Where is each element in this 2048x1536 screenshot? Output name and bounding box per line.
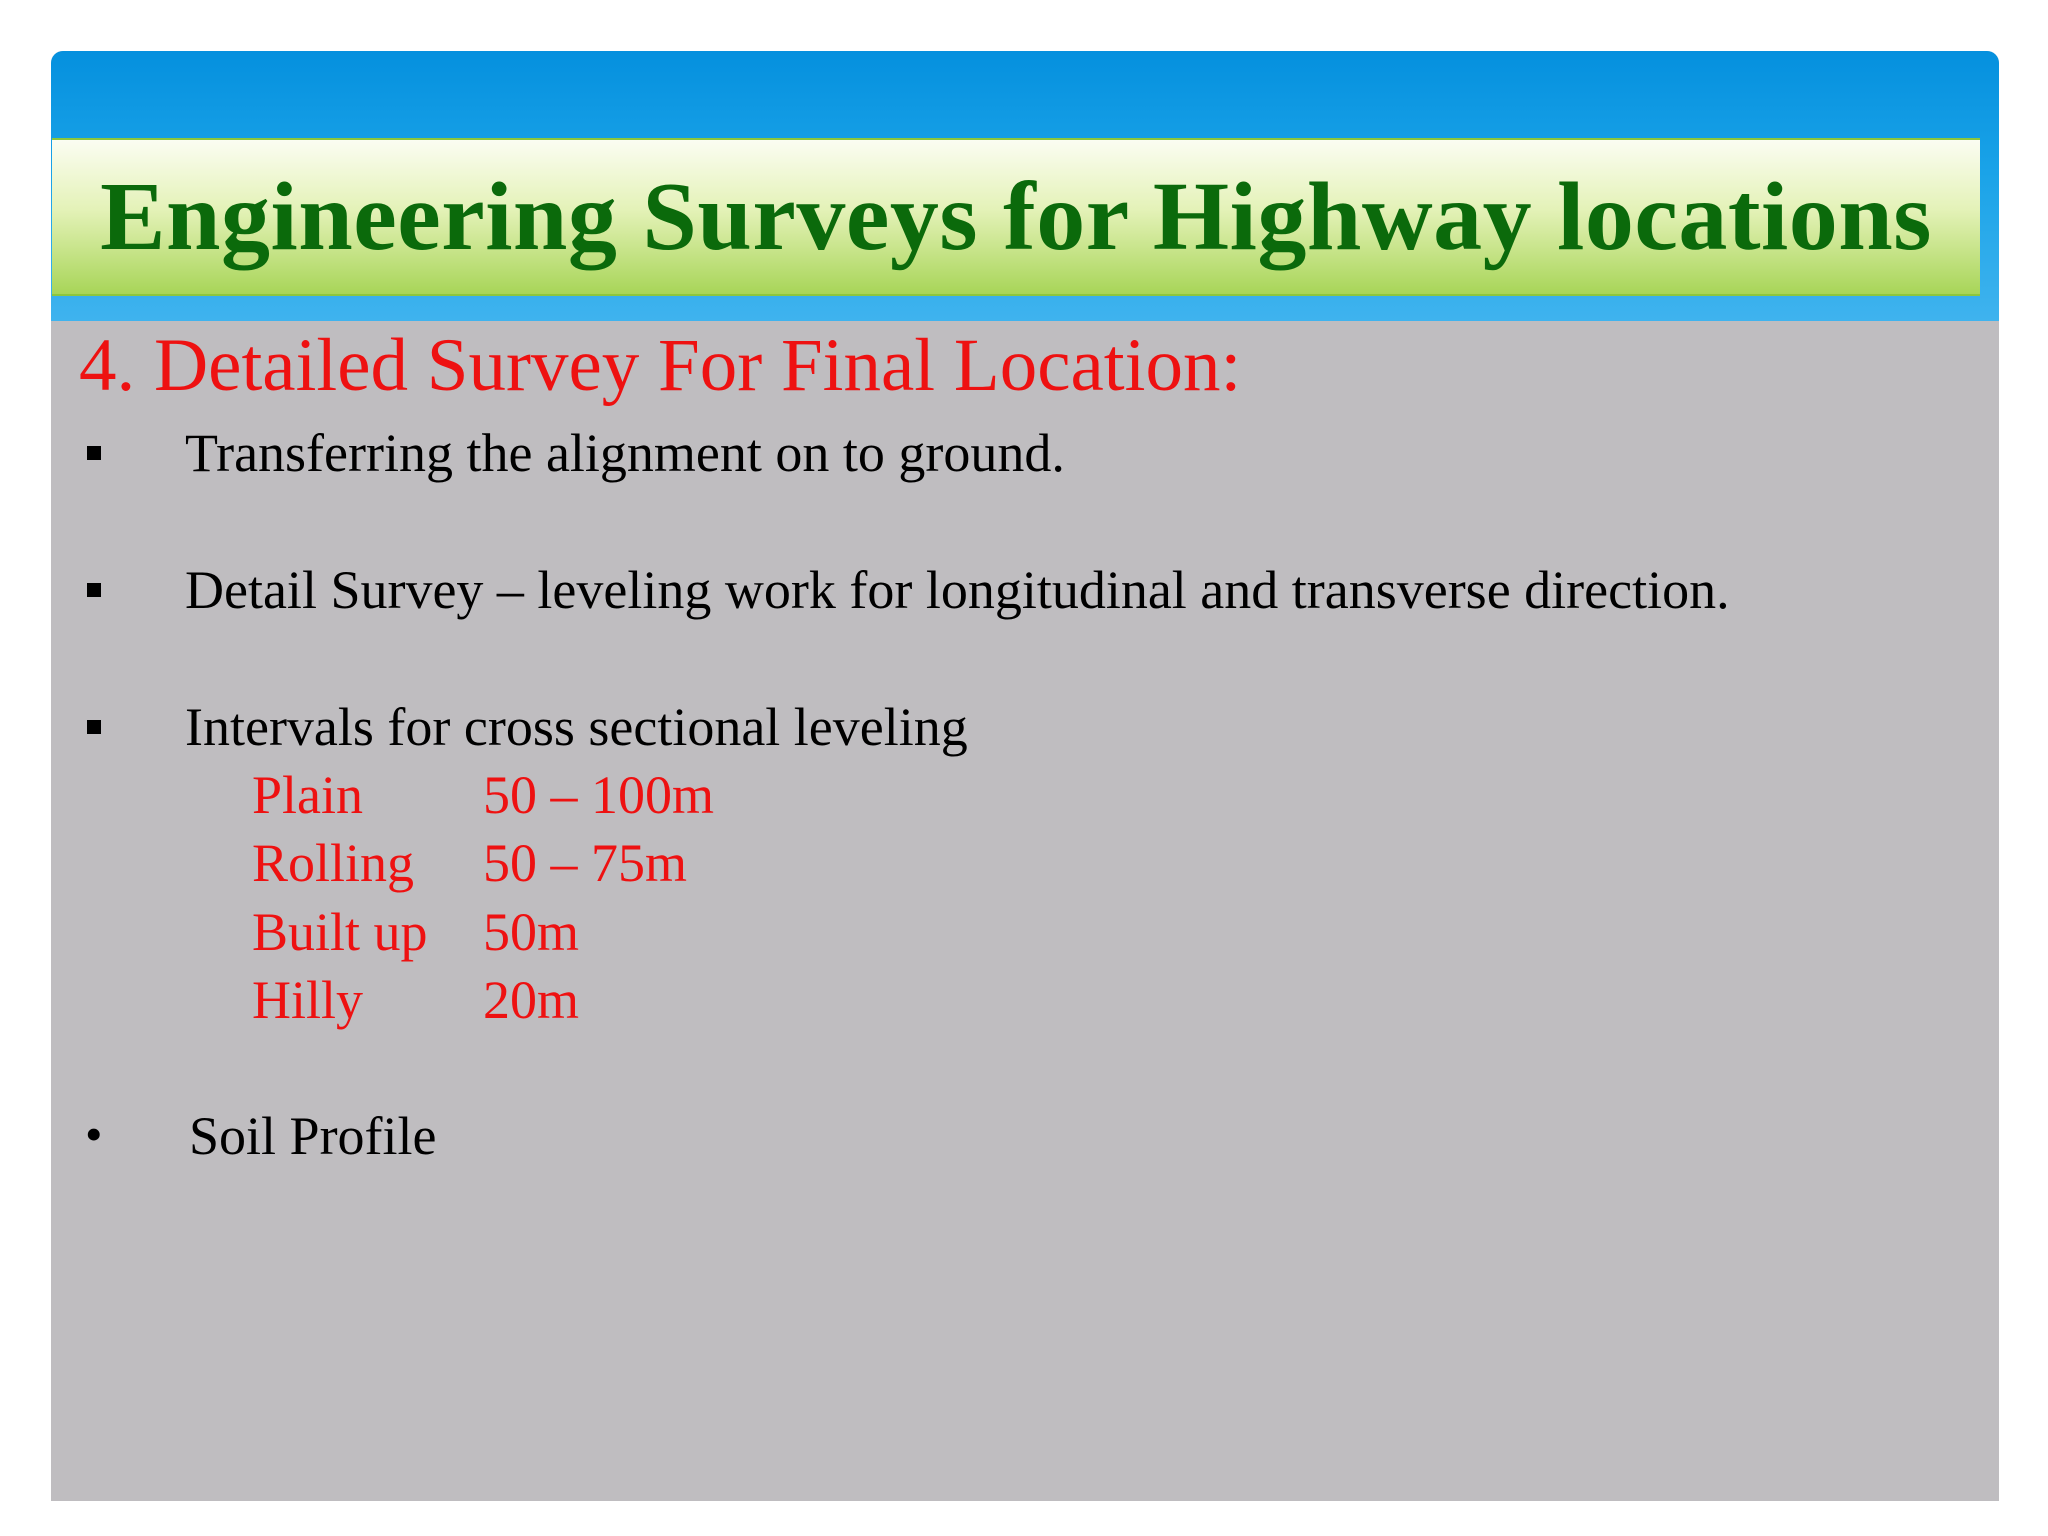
bullet-text: Transferring the alignment on to ground. xyxy=(185,423,1065,483)
interval-value: 50m xyxy=(483,902,580,962)
bullet-text: Intervals for cross sectional leveling xyxy=(185,697,968,757)
interval-terrain: Rolling xyxy=(252,833,415,893)
slide-frame xyxy=(51,51,1999,1501)
section-heading: 4. Detailed Survey For Final Location: xyxy=(79,324,1242,407)
interval-row xyxy=(252,968,579,1033)
title-box xyxy=(52,138,1980,296)
interval-value: 20m xyxy=(483,970,580,1030)
bullet-item xyxy=(81,558,1730,623)
round-bullet-icon: • xyxy=(85,1106,103,1162)
interval-terrain: Hilly xyxy=(252,970,364,1030)
square-bullet-icon xyxy=(87,446,101,460)
bullet-item xyxy=(81,695,968,760)
square-bullet-icon xyxy=(87,720,101,734)
interval-row xyxy=(252,900,579,965)
square-bullet-icon xyxy=(87,583,101,597)
interval-terrain: Built up xyxy=(252,902,428,962)
bullet-item xyxy=(81,421,1065,486)
bullet-text: Detail Survey – leveling work for longitudinal and transverse direction. xyxy=(185,560,1730,620)
bullet-text: Soil Profile xyxy=(189,1106,437,1166)
slide-content xyxy=(51,321,1999,1501)
slide-title: Engineering Surveys for Highway locations xyxy=(100,163,1932,271)
interval-row xyxy=(252,831,687,896)
interval-terrain: Plain xyxy=(252,765,364,825)
interval-value: 50 – 75m xyxy=(483,833,688,893)
interval-row xyxy=(252,763,714,828)
interval-value: 50 – 100m xyxy=(483,765,715,825)
